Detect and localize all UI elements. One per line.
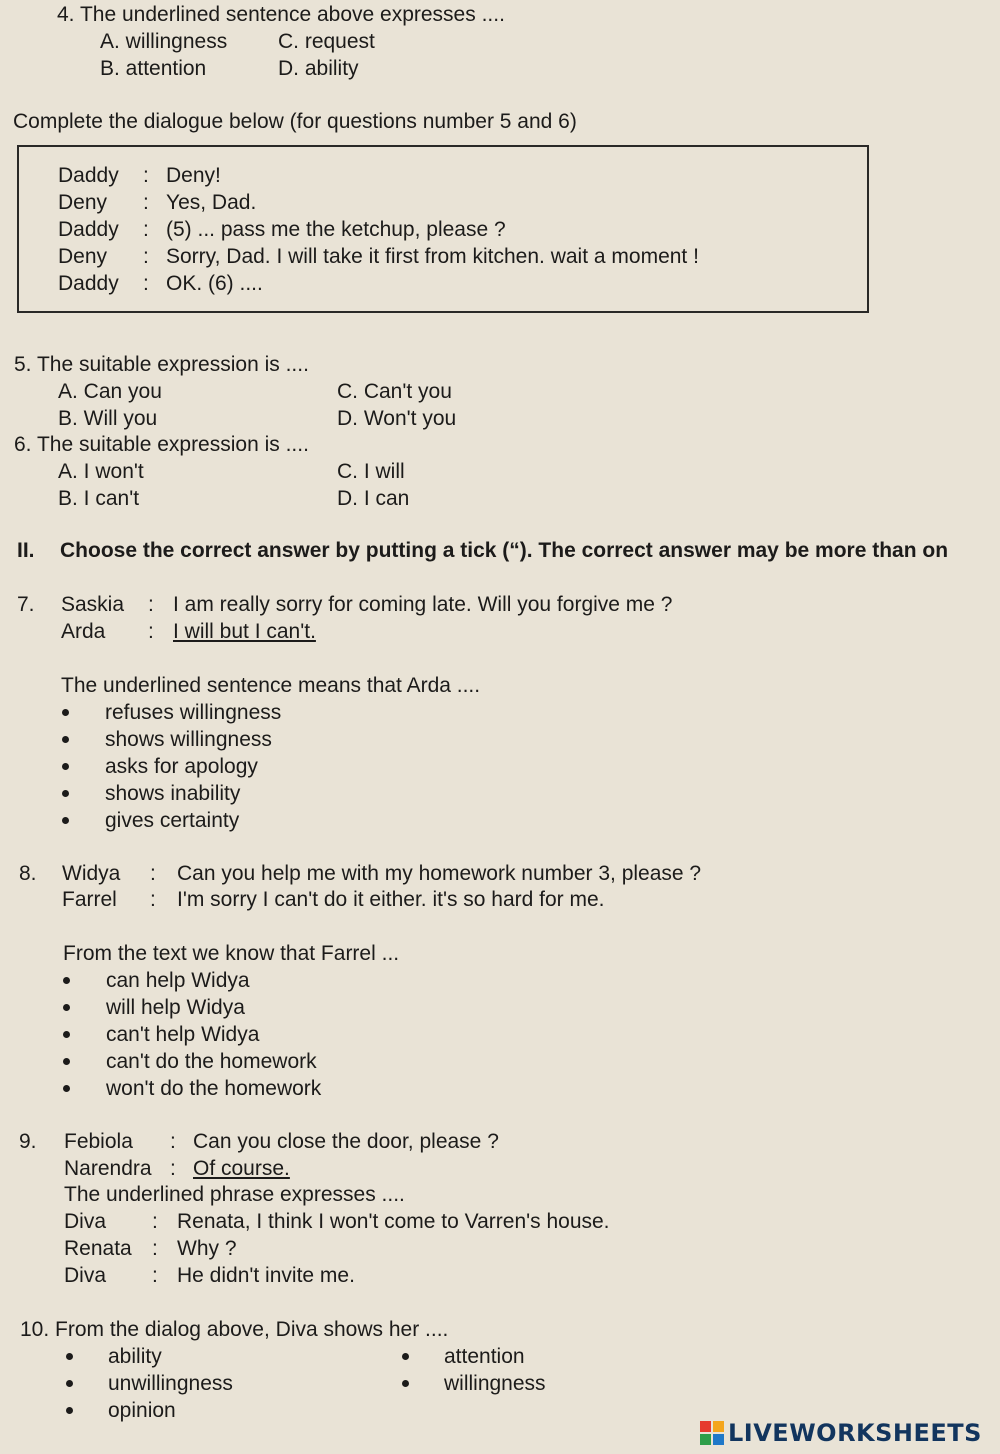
bullet-icon — [66, 1407, 73, 1414]
q10-option-3[interactable]: unwillingness — [108, 1372, 233, 1395]
dialogue-colon: : — [150, 888, 156, 911]
dialogue-line-1: Deny! — [166, 164, 221, 187]
dialogue-colon: : — [170, 1157, 176, 1180]
dialogue-colon: : — [170, 1130, 176, 1153]
q8-option-3[interactable]: can't help Widya — [106, 1023, 260, 1046]
bullet-icon — [62, 763, 69, 770]
q5-option-a[interactable]: A. Can you — [58, 380, 162, 403]
q7-option-4[interactable]: shows inability — [105, 782, 241, 805]
dialogue-line-5: OK. (6) .... — [166, 272, 263, 295]
q4-option-c[interactable]: C. request — [278, 30, 375, 53]
q4-option-d[interactable]: D. ability — [278, 57, 359, 80]
q7-option-3[interactable]: asks for apology — [105, 755, 258, 778]
dialogue-speaker-3: Daddy — [58, 218, 119, 241]
q8-speaker-2: Farrel — [62, 888, 117, 911]
q9-speaker-2: Narendra — [64, 1157, 152, 1180]
q9-extra-line-2: Why ? — [177, 1237, 237, 1260]
bullet-icon — [63, 1004, 70, 1011]
bullet-icon — [402, 1353, 409, 1360]
bullet-icon — [66, 1380, 73, 1387]
q8-option-2[interactable]: will help Widya — [106, 996, 245, 1019]
q7-speaker-2: Arda — [61, 620, 106, 643]
q7-option-1[interactable]: refuses willingness — [105, 701, 282, 724]
q7-prompt: The underlined sentence means that Arda .... — [61, 674, 481, 697]
q8-option-4[interactable]: can't do the homework — [106, 1050, 317, 1073]
q10-option-5[interactable]: opinion — [108, 1399, 176, 1422]
dialogue-colon: : — [143, 218, 149, 241]
logo-text: LIVEWORKSHEETS — [728, 1419, 982, 1447]
bullet-icon — [62, 736, 69, 743]
bullet-icon — [62, 709, 69, 716]
q9-extra-speaker-2: Renata — [64, 1237, 132, 1260]
q10-option-2[interactable]: attention — [444, 1345, 525, 1368]
q10-question: 10. From the dialog above, Diva shows her .... — [20, 1318, 449, 1341]
q4-option-a[interactable]: A. willingness — [100, 30, 228, 53]
q8-number: 8. — [19, 862, 37, 885]
q9-extra-line-1: Renata, I think I won't come to Varren's house. — [177, 1210, 610, 1233]
q7-speaker-1: Saskia — [61, 593, 125, 616]
dialogue-line-4: Sorry, Dad. I will take it first from kitchen. wait a moment ! — [166, 245, 699, 268]
dialogue-colon: : — [152, 1237, 158, 1260]
q6-option-c[interactable]: C. I will — [337, 460, 405, 483]
q9-extra-speaker-3: Diva — [64, 1264, 107, 1287]
bullet-icon — [62, 817, 69, 824]
q7-number: 7. — [17, 593, 35, 616]
q5-option-b[interactable]: B. Will you — [58, 407, 158, 430]
q7-line-2-underlined: I will but I can't. — [173, 620, 316, 643]
q8-option-5[interactable]: won't do the homework — [106, 1077, 322, 1100]
q7-option-2[interactable]: shows willingness — [105, 728, 272, 751]
dialogue-colon: : — [143, 272, 149, 295]
q9-extra-speaker-1: Diva — [64, 1210, 107, 1233]
dialogue-speaker-1: Daddy — [58, 164, 119, 187]
q8-speaker-1: Widya — [62, 862, 121, 885]
q6-option-d[interactable]: D. I can — [337, 487, 410, 510]
dialogue-speaker-5: Daddy — [58, 272, 119, 295]
dialogue-line-2: Yes, Dad. — [166, 191, 257, 214]
dialogue-colon: : — [148, 620, 154, 643]
q7-option-5[interactable]: gives certainty — [105, 809, 240, 832]
dialogue-colon: : — [150, 862, 156, 885]
bullet-icon — [63, 1031, 70, 1038]
dialogue-colon: : — [143, 191, 149, 214]
q5-question: 5. The suitable expression is .... — [14, 353, 309, 376]
q9-line-2-underlined: Of course. — [193, 1157, 290, 1180]
q5-option-d[interactable]: D. Won't you — [337, 407, 457, 430]
dialogue-colon: : — [143, 164, 149, 187]
q9-prompt: The underlined phrase expresses .... — [64, 1183, 405, 1206]
q8-option-1[interactable]: can help Widya — [106, 969, 250, 992]
section-numeral: II. — [17, 539, 35, 562]
liveworksheets-logo[interactable] — [700, 1418, 982, 1448]
q9-number: 9. — [19, 1130, 37, 1153]
bullet-icon — [402, 1380, 409, 1387]
bullet-icon — [66, 1353, 73, 1360]
bullet-icon — [62, 790, 69, 797]
dialogue-speaker-4: Deny — [58, 245, 108, 268]
q6-question: 6. The suitable expression is .... — [14, 433, 309, 456]
dialogue-speaker-2: Deny — [58, 191, 108, 214]
q4-option-b[interactable]: B. attention — [100, 57, 207, 80]
q8-line-2: I'm sorry I can't do it either. it's so hard for me. — [177, 888, 605, 911]
q8-prompt: From the text we know that Farrel ... — [63, 942, 400, 965]
bullet-icon — [63, 1085, 70, 1092]
dialogue-colon: : — [148, 593, 154, 616]
liveworksheets-logo-icon — [700, 1421, 724, 1445]
q6-option-a[interactable]: A. I won't — [58, 460, 144, 483]
q7-line-1: I am really sorry for coming late. Will you forgive me ? — [173, 593, 673, 616]
q10-option-4[interactable]: willingness — [444, 1372, 546, 1395]
dialogue-intro: Complete the dialogue below (for questions number 5 and 6) — [13, 110, 577, 133]
dialogue-colon: : — [152, 1264, 158, 1287]
dialogue-colon: : — [152, 1210, 158, 1233]
q10-option-1[interactable]: ability — [108, 1345, 162, 1368]
q4-question: 4. The underlined sentence above expresses .... — [57, 3, 505, 26]
bullet-icon — [63, 1058, 70, 1065]
bullet-icon — [63, 977, 70, 984]
q5-option-c[interactable]: C. Can't you — [337, 380, 452, 403]
q8-line-1: Can you help me with my homework number 3, please ? — [177, 862, 702, 885]
q6-option-b[interactable]: B. I can't — [58, 487, 140, 510]
q9-extra-line-3: He didn't invite me. — [177, 1264, 355, 1287]
q9-speaker-1: Febiola — [64, 1130, 133, 1153]
q9-line-1: Can you close the door, please ? — [193, 1130, 499, 1153]
dialogue-colon: : — [143, 245, 149, 268]
dialogue-line-3: (5) ... pass me the ketchup, please ? — [166, 218, 506, 241]
section-instruction: Choose the correct answer by putting a tick (“). The correct answer may be more than on — [60, 539, 949, 562]
